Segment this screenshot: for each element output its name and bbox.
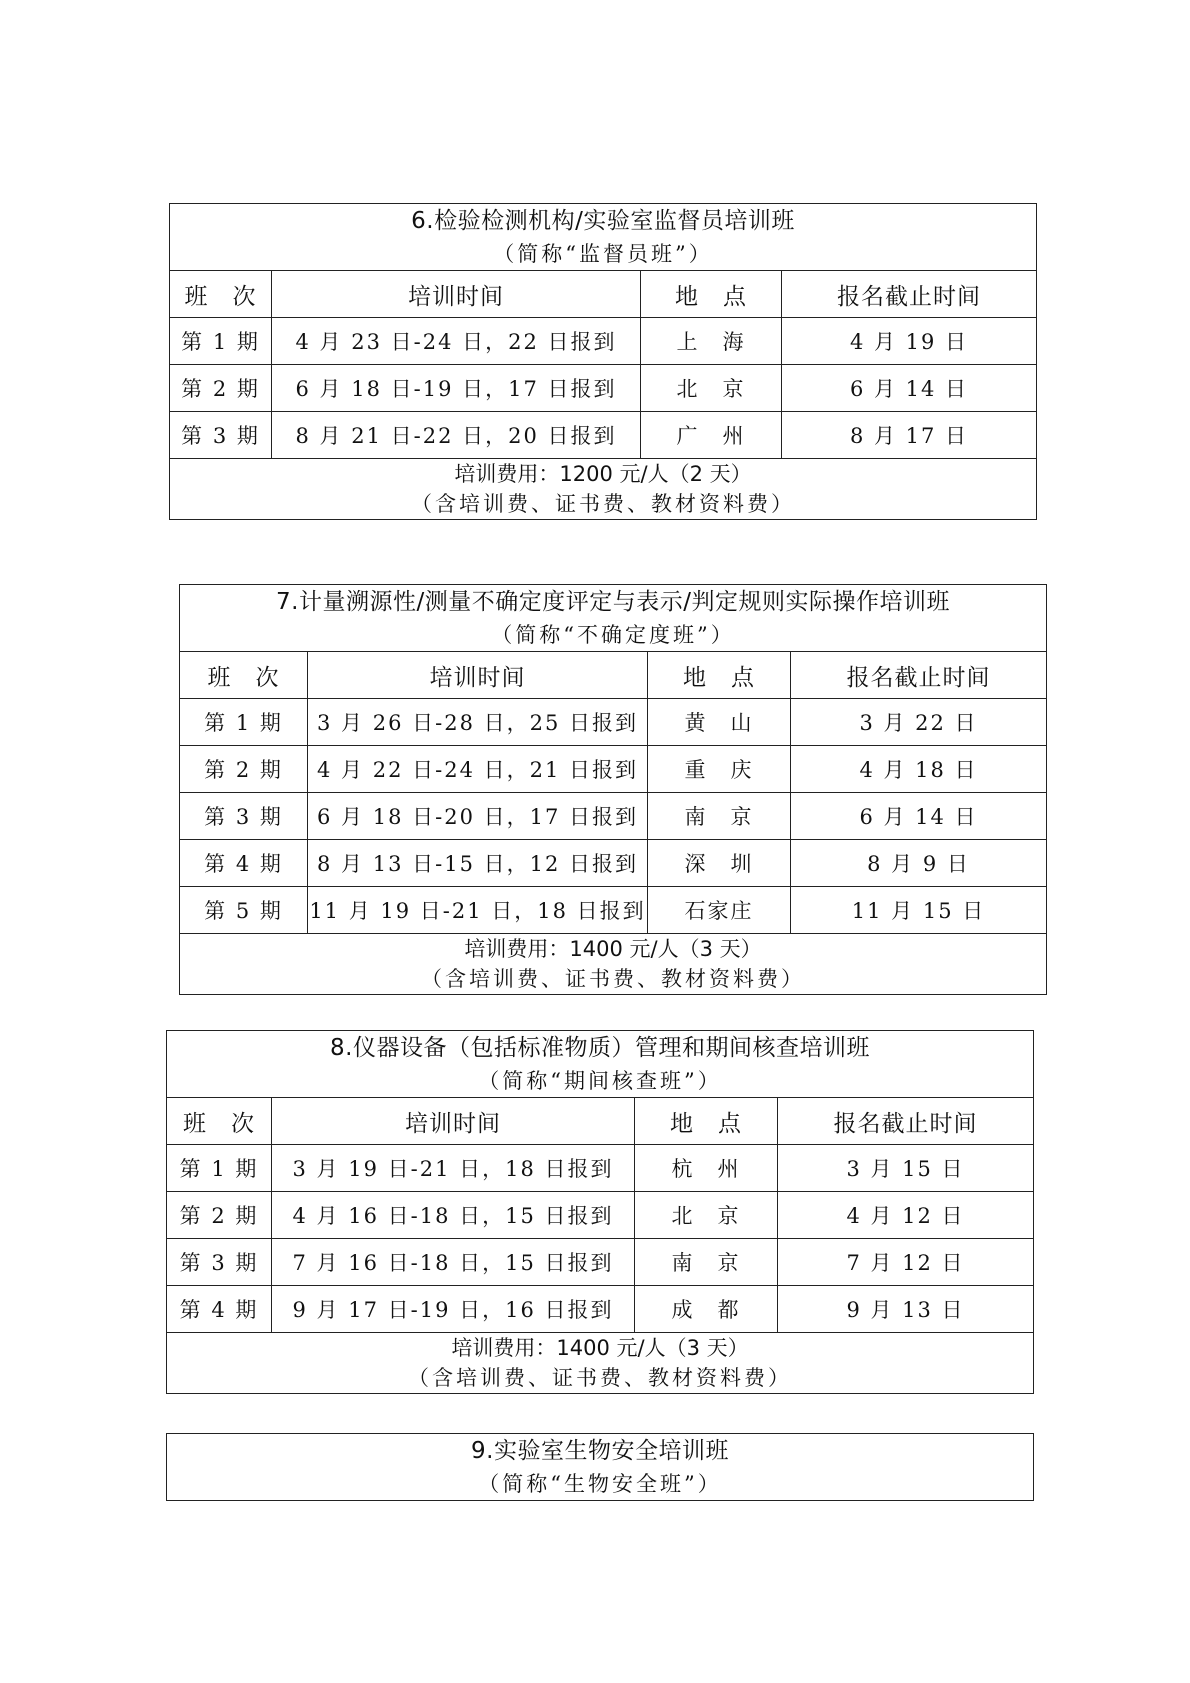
place-cell: 石家庄 <box>648 887 791 934</box>
header-session: 班 次 <box>180 652 308 699</box>
time-cell: 9 月 17 日-19 日，16 日报到 <box>272 1286 635 1333</box>
table-row <box>167 1192 1034 1239</box>
header-place: 地 点 <box>641 271 782 318</box>
header-deadline: 报名截止时间 <box>782 271 1037 318</box>
deadline-cell: 4 月 19 日 <box>782 318 1037 365</box>
place-cell: 成 都 <box>635 1286 778 1333</box>
session-cell: 第 5 期 <box>180 887 308 934</box>
place-cell: 上 海 <box>641 318 782 365</box>
header-time: 培训时间 <box>308 652 648 699</box>
place-cell: 北 京 <box>641 365 782 412</box>
table-row <box>170 318 1037 365</box>
table-row <box>167 1145 1034 1192</box>
header-deadline: 报名截止时间 <box>791 652 1047 699</box>
time-cell: 4 月 16 日-18 日，15 日报到 <box>272 1192 635 1239</box>
course-abbreviation: （简称“生物安全班”） <box>478 1472 722 1496</box>
header-place: 地 点 <box>635 1098 778 1145</box>
course-table-8 <box>166 1030 1034 1394</box>
time-cell: 7 月 16 日-18 日，15 日报到 <box>272 1239 635 1286</box>
header-deadline: 报名截止时间 <box>778 1098 1034 1145</box>
table-row <box>167 1239 1034 1286</box>
place-cell: 南 京 <box>648 793 791 840</box>
place-cell: 杭 州 <box>635 1145 778 1192</box>
course-title: 6.检验检测机构/实验室监督员培训班 <box>411 208 795 234</box>
header-session: 班 次 <box>167 1098 272 1145</box>
session-cell: 第 3 期 <box>180 793 308 840</box>
table-row <box>167 1286 1034 1333</box>
session-cell: 第 4 期 <box>180 840 308 887</box>
session-cell: 第 2 期 <box>167 1192 272 1239</box>
course-table-6 <box>169 203 1037 520</box>
header-time: 培训时间 <box>272 271 641 318</box>
time-cell: 8 月 13 日-15 日，12 日报到 <box>308 840 648 887</box>
course-table-7 <box>179 584 1047 995</box>
session-cell: 第 3 期 <box>170 412 272 459</box>
time-cell: 11 月 19 日-21 日，18 日报到 <box>308 887 648 934</box>
fee-note: （含培训费、证书费、教材资料费） <box>408 1366 792 1390</box>
fee-note: （含培训费、证书费、教材资料费） <box>421 967 805 991</box>
deadline-cell: 6 月 14 日 <box>782 365 1037 412</box>
course-title: 7.计量溯源性/测量不确定度评定与表示/判定规则实际操作培训班 <box>276 589 950 615</box>
table-row <box>170 412 1037 459</box>
place-cell: 深 圳 <box>648 840 791 887</box>
fee-text: 培训费用：1400 元/人（3 天） <box>464 937 762 961</box>
header-row <box>180 652 1047 699</box>
time-cell: 4 月 22 日-24 日，21 日报到 <box>308 746 648 793</box>
header-row <box>170 271 1037 318</box>
time-cell: 6 月 18 日-20 日，17 日报到 <box>308 793 648 840</box>
time-cell: 4 月 23 日-24 日，22 日报到 <box>272 318 641 365</box>
fee-text: 培训费用：1400 元/人（3 天） <box>451 1336 749 1360</box>
deadline-cell: 9 月 13 日 <box>778 1286 1034 1333</box>
course-title: 9.实验室生物安全培训班 <box>471 1438 729 1464</box>
header-time: 培训时间 <box>272 1098 635 1145</box>
deadline-cell: 7 月 12 日 <box>778 1239 1034 1286</box>
session-cell: 第 4 期 <box>167 1286 272 1333</box>
table-row <box>170 365 1037 412</box>
header-session: 班 次 <box>170 271 272 318</box>
session-cell: 第 3 期 <box>167 1239 272 1286</box>
deadline-cell: 3 月 22 日 <box>791 699 1047 746</box>
fee-section <box>180 934 1047 995</box>
table-row <box>180 746 1047 793</box>
course-abbreviation: （简称“不确定度班”） <box>491 623 735 647</box>
table-row <box>180 793 1047 840</box>
course-abbreviation: （简称“期间核查班”） <box>478 1069 722 1093</box>
time-cell: 3 月 26 日-28 日，25 日报到 <box>308 699 648 746</box>
place-cell: 北 京 <box>635 1192 778 1239</box>
course-abbreviation: （简称“监督员班”） <box>493 242 713 266</box>
header-row <box>167 1098 1034 1145</box>
table-row <box>180 887 1047 934</box>
place-cell: 黄 山 <box>648 699 791 746</box>
fee-note: （含培训费、证书费、教材资料费） <box>411 492 795 516</box>
course-header <box>167 1031 1034 1098</box>
session-cell: 第 1 期 <box>180 699 308 746</box>
session-cell: 第 1 期 <box>170 318 272 365</box>
deadline-cell: 3 月 15 日 <box>778 1145 1034 1192</box>
fee-section <box>170 459 1037 520</box>
course-header <box>170 204 1037 271</box>
time-cell: 6 月 18 日-19 日，17 日报到 <box>272 365 641 412</box>
deadline-cell: 11 月 15 日 <box>791 887 1047 934</box>
header-place: 地 点 <box>648 652 791 699</box>
deadline-cell: 4 月 18 日 <box>791 746 1047 793</box>
time-cell: 8 月 21 日-22 日，20 日报到 <box>272 412 641 459</box>
deadline-cell: 8 月 17 日 <box>782 412 1037 459</box>
course-header <box>167 1434 1034 1501</box>
course-title: 8.仪器设备（包括标准物质）管理和期间核查培训班 <box>330 1035 870 1061</box>
table-row <box>180 840 1047 887</box>
place-cell: 广 州 <box>641 412 782 459</box>
deadline-cell: 8 月 9 日 <box>791 840 1047 887</box>
fee-section <box>167 1333 1034 1394</box>
session-cell: 第 1 期 <box>167 1145 272 1192</box>
place-cell: 南 京 <box>635 1239 778 1286</box>
time-cell: 3 月 19 日-21 日，18 日报到 <box>272 1145 635 1192</box>
place-cell: 重 庆 <box>648 746 791 793</box>
course-table-9 <box>166 1433 1034 1501</box>
session-cell: 第 2 期 <box>170 365 272 412</box>
deadline-cell: 4 月 12 日 <box>778 1192 1034 1239</box>
course-header <box>180 585 1047 652</box>
fee-text: 培训费用：1200 元/人（2 天） <box>454 462 752 486</box>
table-row <box>180 699 1047 746</box>
deadline-cell: 6 月 14 日 <box>791 793 1047 840</box>
session-cell: 第 2 期 <box>180 746 308 793</box>
